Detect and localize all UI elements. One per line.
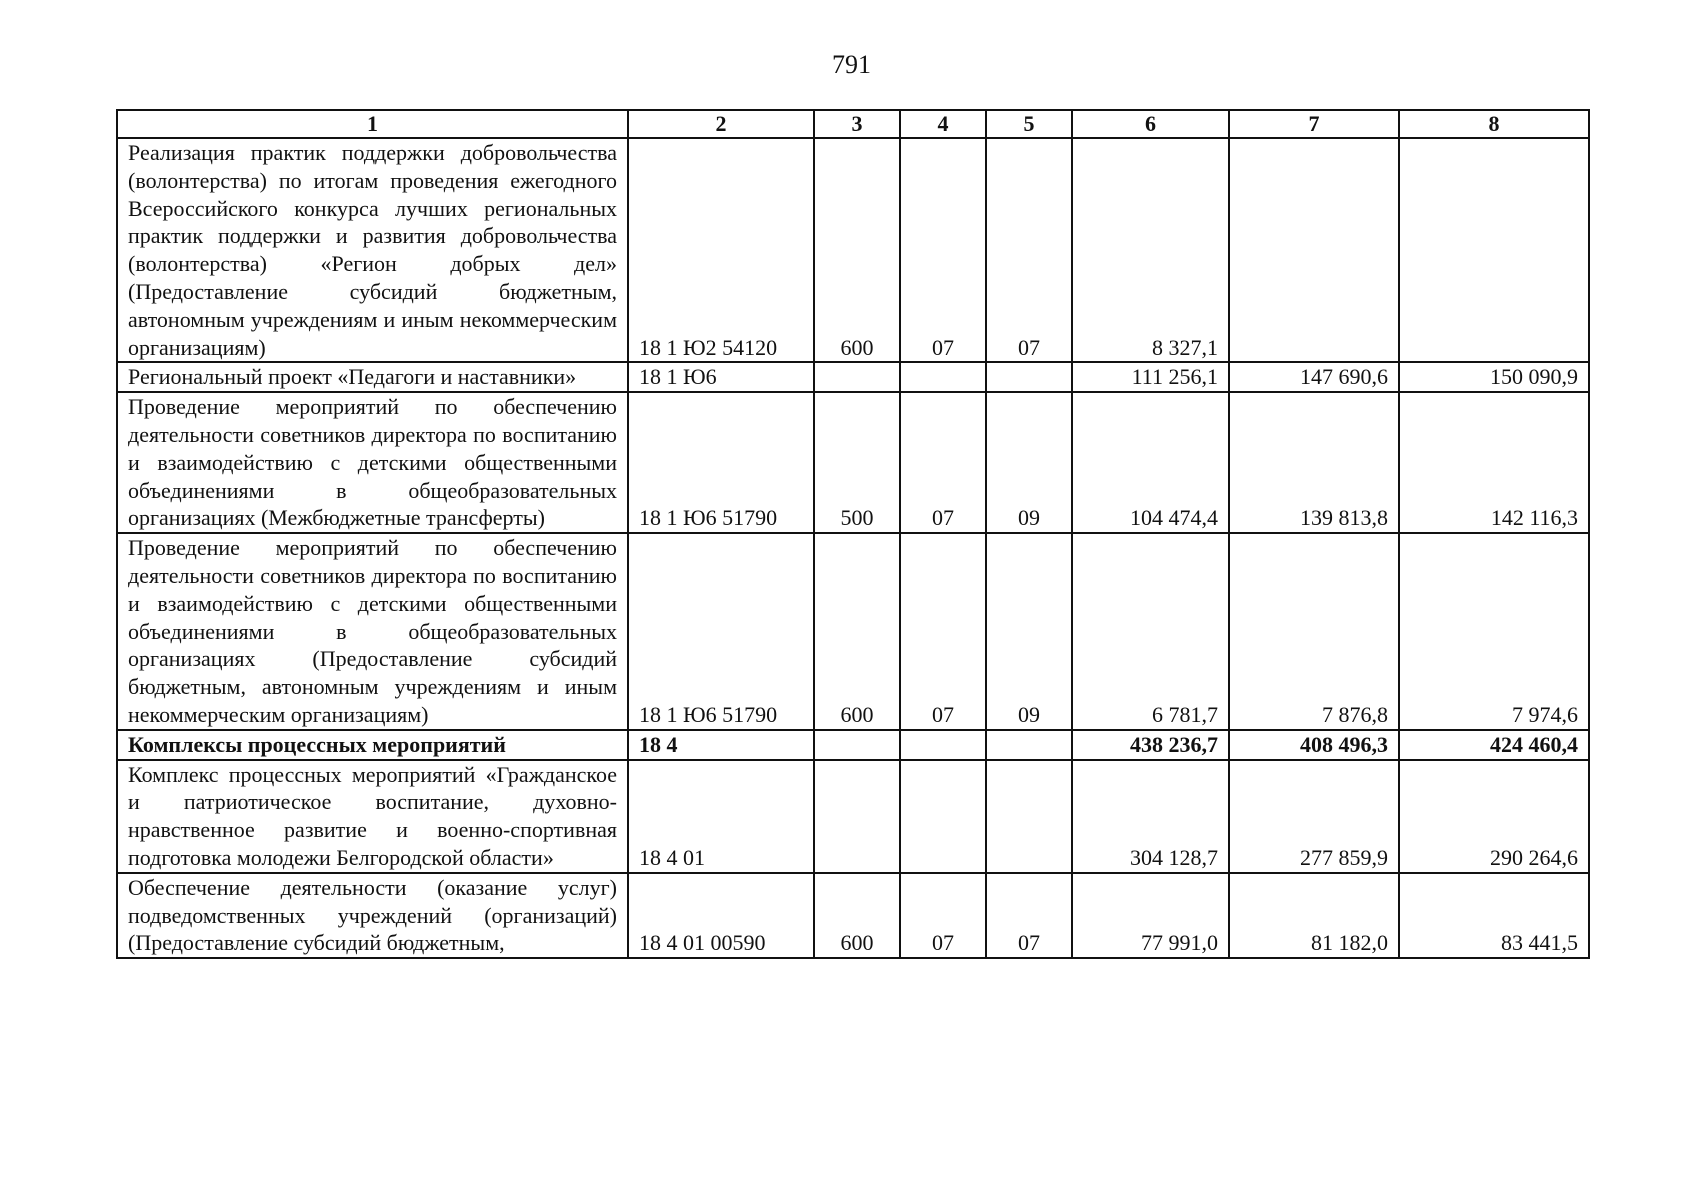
row-vr-cell: 600 (814, 533, 900, 730)
table-row (117, 873, 1589, 958)
row-amount-8-cell (1399, 138, 1589, 362)
header-cell-8: 8 (1399, 110, 1589, 138)
row-code-cell: 18 4 (628, 730, 814, 760)
row-code-cell: 18 1 Ю6 51790 (628, 533, 814, 730)
row-amount-6-cell: 8 327,1 (1072, 138, 1229, 362)
row-code-cell: 18 1 Ю6 (628, 362, 814, 392)
row-pr-cell: 07 (986, 873, 1072, 958)
row-amount-7-cell (1229, 138, 1399, 362)
row-amount-8-cell: 83 441,5 (1399, 873, 1589, 958)
row-amount-7-cell: 81 182,0 (1229, 873, 1399, 958)
row-pr-cell: 09 (986, 533, 1072, 730)
row-amount-8-cell: 150 090,9 (1399, 362, 1589, 392)
table-row (117, 392, 1589, 533)
row-amount-8-cell: 290 264,6 (1399, 760, 1589, 873)
row-vr-cell (814, 362, 900, 392)
row-rz-cell: 07 (900, 392, 986, 533)
header-row (117, 110, 1589, 138)
row-code-cell: 18 4 01 (628, 760, 814, 873)
row-pr-cell (986, 730, 1072, 760)
row-name-cell: Комплекс процессных мероприятий «Гражданское и патриотическое воспитание, духовно-нравственное развитие и военно-спортивная подготовка молодежи Белгородской области» (117, 760, 628, 873)
row-rz-cell (900, 760, 986, 873)
row-amount-6-cell: 6 781,7 (1072, 533, 1229, 730)
row-vr-cell: 600 (814, 873, 900, 958)
header-cell-7: 7 (1229, 110, 1399, 138)
row-amount-7-cell: 408 496,3 (1229, 730, 1399, 760)
header-cell-6: 6 (1072, 110, 1229, 138)
row-pr-cell (986, 362, 1072, 392)
row-amount-8-cell: 7 974,6 (1399, 533, 1589, 730)
row-vr-cell (814, 730, 900, 760)
row-pr-cell (986, 760, 1072, 873)
row-name-cell: Реализация практик поддержки добровольчества (волонтерства) по итогам проведения ежегодного Всероссийского конкурса лучших региональных практик поддержки и развития добровольчества (волонтерства) «Регион добрых дел» (Предоставление субсидий бюджетным, автономным учреждениям и иным некоммерческим организациям) (117, 138, 628, 362)
table-row (117, 138, 1589, 362)
row-amount-6-cell: 111 256,1 (1072, 362, 1229, 392)
row-amount-7-cell: 139 813,8 (1229, 392, 1399, 533)
row-rz-cell: 07 (900, 138, 986, 362)
row-rz-cell: 07 (900, 533, 986, 730)
row-pr-cell: 09 (986, 392, 1072, 533)
row-pr-cell: 07 (986, 138, 1072, 362)
header-cell-4: 4 (900, 110, 986, 138)
header-cell-2: 2 (628, 110, 814, 138)
row-code-cell: 18 1 Ю6 51790 (628, 392, 814, 533)
row-rz-cell (900, 362, 986, 392)
row-amount-6-cell: 304 128,7 (1072, 760, 1229, 873)
table-row (117, 760, 1589, 873)
header-cell-3: 3 (814, 110, 900, 138)
budget-table (116, 109, 1590, 959)
row-name-cell: Комплексы процессных мероприятий (117, 730, 628, 760)
row-amount-8-cell: 424 460,4 (1399, 730, 1589, 760)
table-row (117, 730, 1589, 760)
row-rz-cell: 07 (900, 873, 986, 958)
row-amount-8-cell: 142 116,3 (1399, 392, 1589, 533)
row-name-cell: Региональный проект «Педагоги и наставники» (117, 362, 628, 392)
row-vr-cell: 600 (814, 138, 900, 362)
row-name-cell: Обеспечение деятельности (оказание услуг) подведомственных учреждений (организаций) (Предоставление субсидий бюджетным, (117, 873, 628, 958)
row-amount-7-cell: 147 690,6 (1229, 362, 1399, 392)
table-row (117, 533, 1589, 730)
row-name-cell: Проведение мероприятий по обеспечению деятельности советников директора по воспитанию и взаимодействию с детскими общественными объединениями в общеобразовательных организациях (Межбюджетные трансферты) (117, 392, 628, 533)
row-vr-cell (814, 760, 900, 873)
row-code-cell: 18 1 Ю2 54120 (628, 138, 814, 362)
row-amount-6-cell: 104 474,4 (1072, 392, 1229, 533)
row-amount-6-cell: 438 236,7 (1072, 730, 1229, 760)
table-row (117, 362, 1589, 392)
row-amount-7-cell: 7 876,8 (1229, 533, 1399, 730)
row-name-cell: Проведение мероприятий по обеспечению деятельности советников директора по воспитанию и взаимодействию с детскими общественными объединениями в общеобразовательных организациях (Предоставление субсидий бюджетным, автономным учреждениям и иным некоммерческим организациям) (117, 533, 628, 730)
header-cell-1: 1 (117, 110, 628, 138)
page-number: 791 (832, 50, 871, 79)
row-amount-6-cell: 77 991,0 (1072, 873, 1229, 958)
header-cell-5: 5 (986, 110, 1072, 138)
row-rz-cell (900, 730, 986, 760)
row-code-cell: 18 4 01 00590 (628, 873, 814, 958)
row-vr-cell: 500 (814, 392, 900, 533)
row-amount-7-cell: 277 859,9 (1229, 760, 1399, 873)
